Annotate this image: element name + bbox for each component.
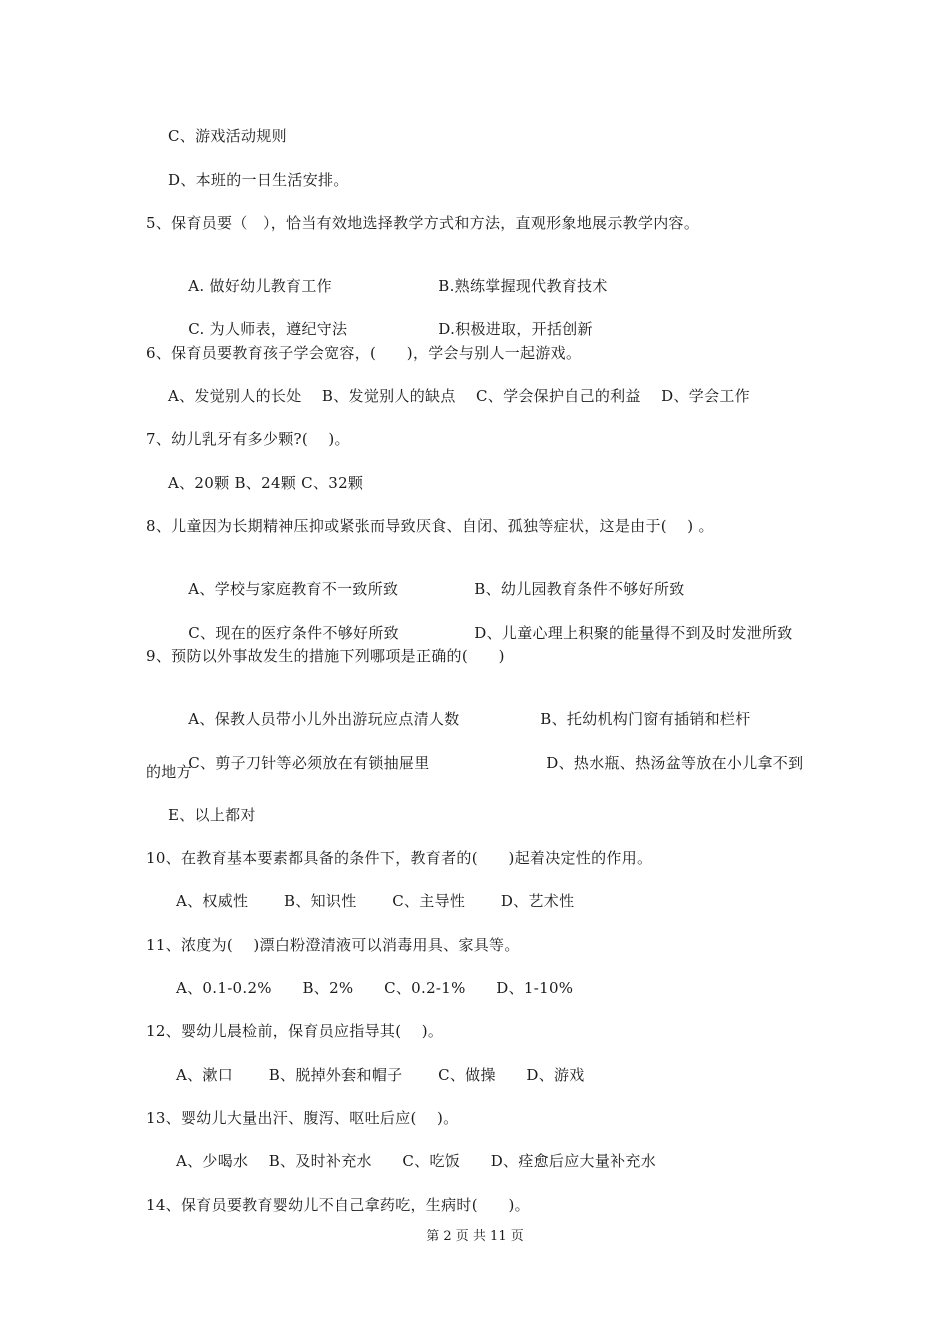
question-14: 14、保育员要教育婴幼儿不自己拿药吃，生病时( )。 bbox=[146, 1196, 530, 1214]
option-9b: B、托幼机构门窗有插销和栏杆 bbox=[540, 710, 751, 728]
option-4d: D、本班的一日生活安排。 bbox=[168, 171, 349, 189]
question-6: 6、保育员要教育孩子学会宽容，( )，学会与别人一起游戏。 bbox=[146, 344, 582, 362]
question-12: 12、婴幼儿晨检前，保育员应指导其( )。 bbox=[146, 1022, 444, 1040]
options-11: A、0.1-0.2% B、2% C、0.2-1% D、1-10% bbox=[176, 979, 574, 997]
question-11: 11、浓度为( )漂白粉澄清液可以消毒用具、家具等。 bbox=[146, 936, 520, 954]
option-8a: A、学校与家庭教育不一致所致 bbox=[188, 580, 399, 598]
option-9d: D、热水瓶、热汤盆等放在小儿拿不到 bbox=[546, 754, 804, 772]
option-5a: A. 做好幼儿教育工作 bbox=[188, 277, 332, 295]
option-5c: C. 为人师表，遵纪守法 bbox=[188, 320, 348, 338]
option-8d: D、儿童心理上积聚的能量得不到及时发泄所致 bbox=[474, 624, 793, 642]
options-13: A、少喝水 B、及时补充水 C、吃饭 D、痊愈后应大量补充水 bbox=[176, 1152, 657, 1170]
page-number-footer: 第 2 页 共 11 页 bbox=[426, 1229, 524, 1244]
options-6: A、发觉别人的长处 B、发觉别人的缺点 C、学会保护自己的利益 D、学会工作 bbox=[168, 387, 750, 405]
options-9-row-2 bbox=[168, 733, 803, 793]
question-13: 13、婴幼儿大量出汗、腹泻、呕吐后应( )。 bbox=[146, 1109, 459, 1127]
options-7: A、20颗 B、24颗 C、32颗 bbox=[168, 474, 364, 492]
option-8c: C、现在的医疗条件不够好所致 bbox=[188, 624, 399, 642]
option-9d-continued: 的地方 bbox=[146, 763, 192, 781]
option-8b: B、幼儿园教育条件不够好所致 bbox=[474, 580, 685, 598]
question-9: 9、预防以外事故发生的措施下列哪项是正确的( ) bbox=[146, 647, 505, 665]
option-9e: E、以上都对 bbox=[168, 806, 256, 824]
option-9a: A、保教人员带小儿外出游玩应点清人数 bbox=[188, 710, 460, 728]
option-9c: C、剪子刀针等必须放在有锁抽屉里 bbox=[188, 754, 430, 772]
options-12: A、漱口 B、脱掉外套和帽子 C、做操 D、游戏 bbox=[176, 1066, 585, 1084]
options-10: A、权威性 B、知识性 C、主导性 D、艺术性 bbox=[176, 892, 575, 910]
question-7: 7、幼儿乳牙有多少颗?( )。 bbox=[146, 430, 350, 448]
question-8: 8、儿童因为长期精神压抑或紧张而导致厌食、自闭、孤独等症状，这是由于( ) 。 bbox=[146, 517, 714, 535]
option-5b: B.熟练掌握现代教育技术 bbox=[438, 277, 608, 295]
option-5d: D.积极进取，开括创新 bbox=[438, 320, 593, 338]
question-10: 10、在教育基本要素都具备的条件下，教育者的( )起着决定性的作用。 bbox=[146, 849, 653, 867]
question-5: 5、保育员要（ ），恰当有效地选择教学方式和方法，直观形象地展示教学内容。 bbox=[146, 214, 700, 232]
option-4c: C、游戏活动规则 bbox=[168, 127, 287, 145]
